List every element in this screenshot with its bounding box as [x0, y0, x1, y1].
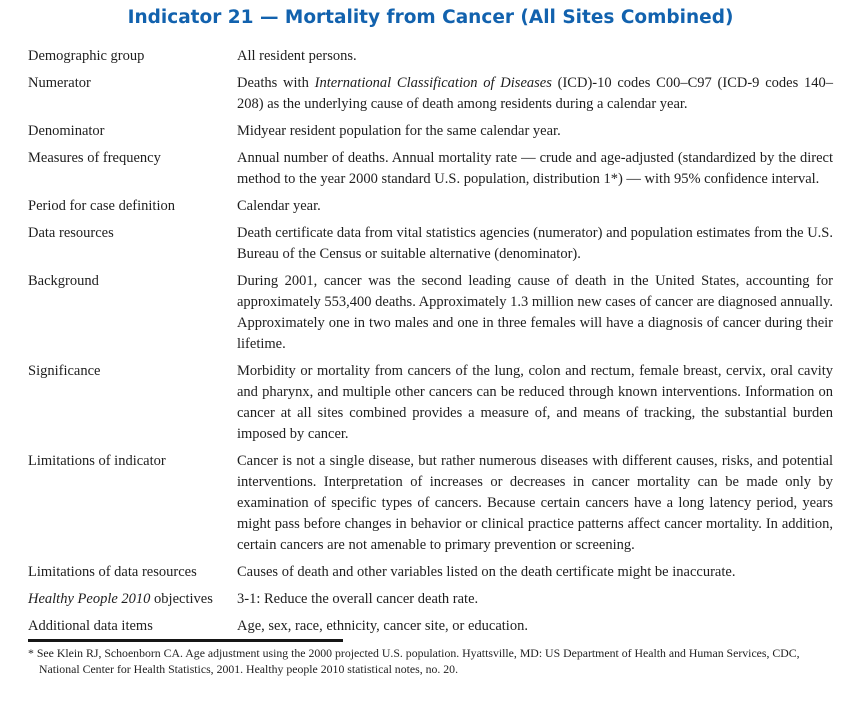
row-value [237, 562, 833, 583]
text-segment: Morbidity or mortality from cancers of the lung, colon and rectum, female breast, cervix, oral cavity and pharynx, and multiple other cancers can be reduced through known interventions. Information on cancer at all sites combined provides a measure of, and means of tracking, the substantial burden imposed by cancer. [237, 363, 833, 442]
text-segment: Death certificate data from vital statistics agencies (numerator) and population estimates from the U.S. Bureau of the Census or suitable alternative (denominator). [237, 225, 833, 262]
row-value [237, 121, 833, 142]
row-label [28, 451, 237, 556]
definition-row [28, 148, 833, 190]
footnote-text: See Klein RJ, Schoenborn CA. Age adjustment using the 2000 projected U.S. population. Hyattsville, MD: US Department of Health and Human Services, CDC, National Center for Health Statistics, 2001. Healthy people 2010 statistical notes, no. 20. [33, 646, 800, 676]
row-value [237, 451, 833, 556]
row-value [237, 196, 833, 217]
text-segment: (ICD)-10 codes C00–C97 (ICD-9 codes 140–208) as the underlying cause of death among residents during a calendar year. [237, 75, 833, 112]
row-value [237, 616, 833, 637]
row-value [237, 73, 833, 115]
footnote-divider [28, 639, 343, 642]
definition-row [28, 562, 833, 583]
definition-row [28, 589, 833, 610]
text-segment: Measures of frequency [28, 150, 161, 166]
text-segment: Limitations of data resources [28, 564, 197, 580]
text-segment: Deaths with [237, 75, 315, 91]
text-segment: Demographic group [28, 48, 145, 64]
definition-row [28, 196, 833, 217]
definition-row [28, 271, 833, 355]
definition-row [28, 616, 833, 637]
row-value [237, 361, 833, 445]
row-value [237, 46, 833, 67]
row-label [28, 73, 237, 115]
text-segment: Denominator [28, 123, 105, 139]
text-segment: All resident persons. [237, 48, 357, 64]
text-segment: Significance [28, 363, 101, 379]
italic-text: Healthy People 2010 [28, 591, 151, 607]
row-label [28, 361, 237, 445]
row-label [28, 589, 237, 610]
row-value [237, 589, 833, 610]
row-value [237, 148, 833, 190]
text-segment: Period for case definition [28, 198, 175, 214]
text-segment: Midyear resident population for the same calendar year. [237, 123, 561, 139]
definition-row [28, 451, 833, 556]
row-value [237, 271, 833, 355]
italic-text: International Classification of Diseases [314, 75, 552, 91]
text-segment: Causes of death and other variables listed on the death certificate might be inaccurate. [237, 564, 736, 580]
text-segment: Background [28, 273, 99, 289]
row-label [28, 616, 237, 637]
row-label [28, 562, 237, 583]
text-segment: Numerator [28, 75, 91, 91]
row-label [28, 196, 237, 217]
definition-row [28, 46, 833, 67]
text-segment: objectives [150, 591, 213, 607]
footnote [28, 645, 833, 677]
row-label [28, 46, 237, 67]
definition-row [28, 361, 833, 445]
row-label [28, 148, 237, 190]
text-segment: Limitations of indicator [28, 453, 166, 469]
footnote-marker: * [28, 646, 34, 660]
definition-table [28, 46, 833, 637]
definition-row [28, 73, 833, 115]
text-segment: 3-1: Reduce the overall cancer death rate. [237, 591, 479, 607]
text-segment: Cancer is not a single disease, but rather numerous diseases with different causes, risks, and potential interventions. Interpretation of increases or decreases in cancer mortality can be made only by examination of specific types of cancers. Because certain cancers have a long latency period, years might pass before changes in behavior or clinical practice patterns affect cancer mortality. In addition, certain cancers are not amenable to primary prevention or screening. [237, 453, 833, 553]
definition-row [28, 121, 833, 142]
row-label [28, 223, 237, 265]
text-segment: Data resources [28, 225, 114, 241]
row-value [237, 223, 833, 265]
text-segment: Calendar year. [237, 198, 321, 214]
row-label [28, 121, 237, 142]
text-segment: Age, sex, race, ethnicity, cancer site, or education. [237, 618, 528, 634]
definition-row [28, 223, 833, 265]
text-segment: Additional data items [28, 618, 153, 634]
page-title: Indicator 21 — Mortality from Cancer (All Sites Combined) [127, 7, 734, 28]
text-segment: Annual number of deaths. Annual mortality rate — crude and age-adjusted (standardized by the direct method to the year 2000 standard U.S. population, distribution 1*) — with 95% confidence interval. [237, 150, 833, 187]
row-label [28, 271, 237, 355]
text-segment: During 2001, cancer was the second leading cause of death in the United States, accounting for approximately 553,400 deaths. Approximately 1.3 million new cases of cancer are diagnosed annually. Approximately one in two males and one in three females will have a diagnosis of cancer during their lifetime. [237, 273, 833, 352]
